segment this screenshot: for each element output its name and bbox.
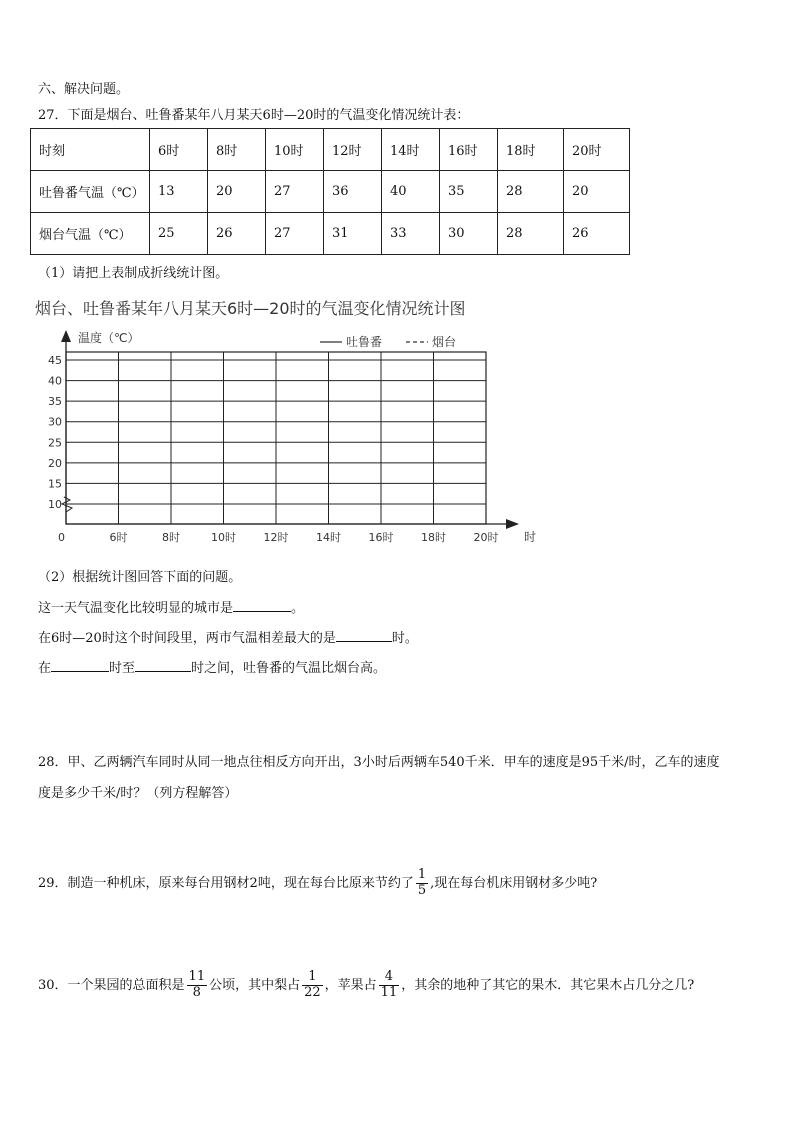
table-cell: 35	[440, 171, 498, 213]
table-cell: 36	[324, 171, 382, 213]
x-tick-label: 14时	[316, 531, 341, 544]
question-text: 。	[291, 601, 305, 616]
table-cell: 31	[324, 213, 382, 255]
answer-blank[interactable]	[51, 658, 109, 672]
table-cell: 40	[382, 171, 440, 213]
chart-legend	[320, 334, 456, 349]
y-tick-label: 35	[48, 395, 62, 409]
x-tick-label: 12时	[263, 531, 289, 544]
table-cell: 30	[440, 213, 498, 255]
chart-grid	[66, 352, 486, 524]
fraction	[379, 970, 400, 1001]
table-row	[31, 213, 630, 255]
y-tick-label: 10	[48, 498, 62, 511]
fraction-numerator: 4	[379, 970, 400, 986]
x-tick-label: 10时	[211, 531, 236, 544]
temperature-line-chart	[30, 292, 550, 550]
y-tick-label: 15	[48, 477, 62, 491]
table-cell: 13	[150, 171, 208, 213]
answer-blank[interactable]	[135, 658, 191, 672]
x-axis-arrow	[506, 519, 519, 529]
y-tick-label: 25	[48, 436, 62, 450]
table-cell: 时刻	[31, 129, 150, 171]
question-27-intro: 27．下面是烟台、吐鲁番某年八月某天6时—20时的气温变化情况统计表：	[38, 108, 470, 123]
x-tick-label: 8时	[162, 531, 180, 544]
answer-blank[interactable]	[336, 628, 392, 642]
table-cell: 18时	[498, 129, 564, 171]
question-text: ，苹果占	[324, 977, 377, 993]
fraction	[187, 970, 208, 1001]
table-cell: 25	[150, 213, 208, 255]
temperature-table	[30, 128, 630, 255]
fraction-numerator: 1	[417, 867, 427, 882]
question-text: 在6时—20时这个时间段里，两市气温相差最大的是	[38, 631, 336, 646]
question-28-line-1: 28．甲、乙两辆汽车同时从同一地点往相反方向开出，3小时后两辆车540千米．甲车的速度是95千米/时，乙车的速度	[38, 755, 720, 770]
part-2-instruction: （2）根据统计图回答下面的问题。	[38, 570, 242, 585]
table-cell: 27	[266, 213, 324, 255]
table-cell: 8时	[208, 129, 266, 171]
fraction-denominator: 22	[304, 984, 321, 1000]
question-text: 时至	[109, 661, 136, 676]
question-text: 这一天气温变化比较明显的城市是	[38, 601, 234, 616]
table-cell: 27	[266, 171, 324, 213]
table-cell: 6时	[150, 129, 208, 171]
table-cell: 12时	[324, 129, 382, 171]
fraction-denominator: 11	[380, 984, 398, 1000]
table-cell: 33	[382, 213, 440, 255]
legend-label: 吐鲁番	[346, 335, 383, 349]
y-tick-label: 45	[48, 354, 62, 367]
table-cell: 26	[564, 213, 630, 255]
table-cell: 10时	[266, 129, 324, 171]
question-30	[38, 970, 694, 1001]
table-cell: 28	[498, 171, 564, 213]
table-cell: 20时	[564, 129, 630, 171]
question-text: 29．制造一种机床，原来每台用钢材2吨，现在每台比原来节约了	[38, 875, 414, 891]
question-text: 时。	[391, 631, 418, 646]
table-row	[31, 171, 630, 213]
table-header-row	[31, 129, 630, 171]
question-text: 时之间，吐鲁番的气温比烟台高。	[191, 661, 387, 676]
fraction	[416, 868, 428, 899]
table-cell: 烟台气温（℃）	[31, 213, 150, 255]
table-cell: 16时	[440, 129, 498, 171]
question-line-2	[38, 627, 418, 646]
fraction-numerator: 1	[302, 970, 323, 986]
table-cell: 14时	[382, 129, 440, 171]
table-cell: 吐鲁番气温（℃）	[31, 171, 150, 213]
part-1-instruction: （1）请把上表制成折线统计图。	[38, 266, 229, 281]
x-tick-label: 6时	[109, 531, 128, 544]
chart-title: 烟台、吐鲁番某年八月某天6时—20时的气温变化情况统计图	[35, 299, 466, 318]
x-axis-label: 时	[524, 530, 537, 544]
x-tick-label: 16时	[368, 531, 394, 544]
y-axis-label: 温度（℃）	[78, 331, 140, 345]
question-text: 公顷，其中梨占	[209, 977, 301, 993]
question-28-line-2: 度是多少千米/时？（列方程解答）	[38, 786, 238, 801]
table-cell: 20	[564, 171, 630, 213]
y-tick-label: 40	[48, 374, 62, 388]
question-text: ,现在每台机床用钢材多少吨?	[430, 875, 598, 891]
question-line-3	[38, 657, 386, 676]
x-tick-label: 18时	[421, 531, 446, 544]
fraction-denominator: 8	[192, 984, 201, 1000]
x-tick-label: 20时	[473, 531, 499, 544]
table-cell: 26	[208, 213, 266, 255]
origin-label: 0	[58, 531, 65, 544]
question-29	[38, 868, 597, 899]
fraction-numerator: 11	[188, 969, 206, 984]
question-line-1	[38, 597, 304, 616]
y-axis-arrow	[61, 330, 71, 342]
answer-blank[interactable]	[233, 598, 291, 612]
legend-label: 烟台	[432, 335, 457, 349]
fraction-denominator: 5	[417, 882, 427, 898]
y-tick-label: 30	[48, 415, 62, 429]
fraction	[302, 970, 323, 1001]
table-cell: 28	[498, 213, 564, 255]
section-title: 六、解决问题。	[38, 82, 130, 97]
question-text: ，其余的地种了其它的果木．其它果木占几分之几?	[401, 977, 695, 993]
table-cell: 20	[208, 171, 266, 213]
question-text: 在	[38, 661, 52, 676]
question-text: 30．一个果园的总面积是	[38, 977, 185, 993]
y-tick-label: 20	[48, 456, 62, 470]
